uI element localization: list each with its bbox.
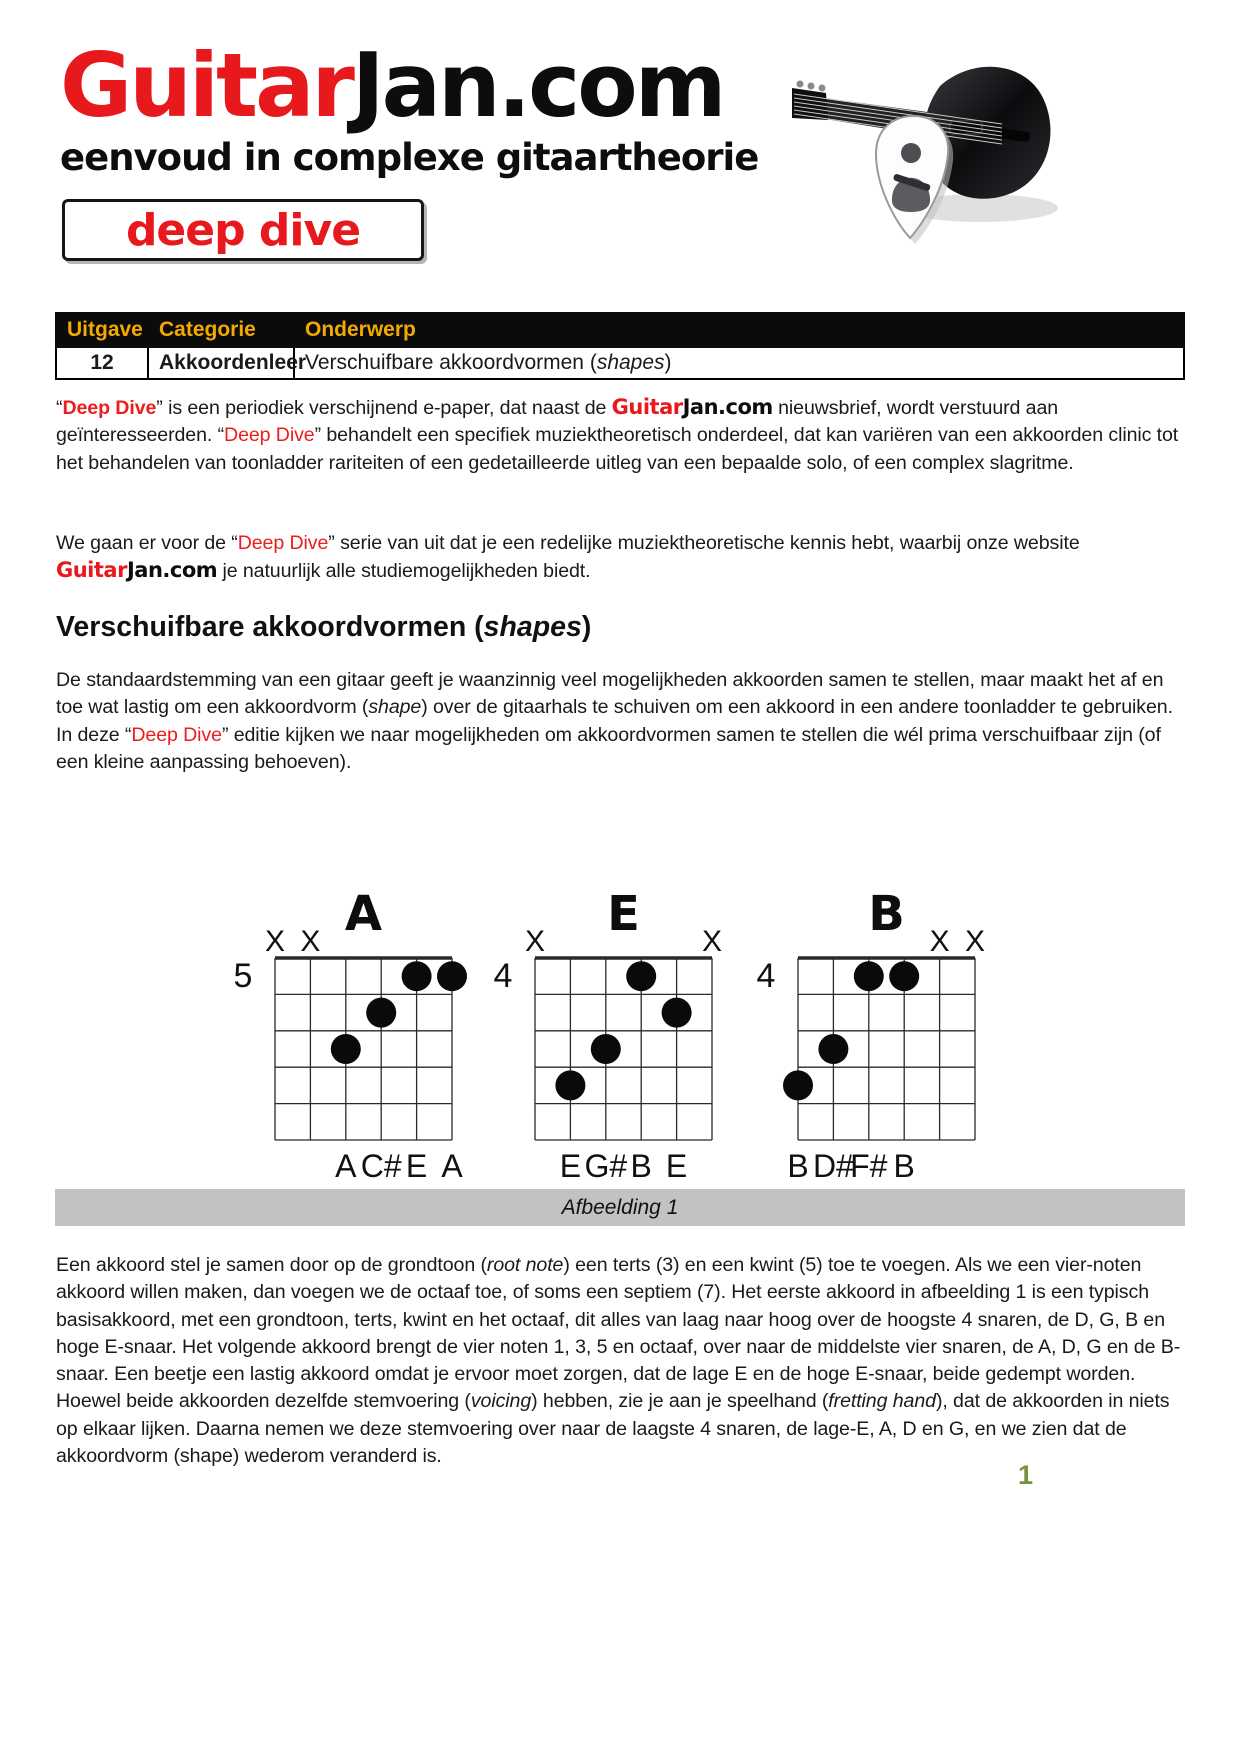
svg-text:C#: C# — [360, 1148, 402, 1184]
svg-text:G#: G# — [584, 1148, 628, 1184]
onderwerp-italic: shapes — [596, 351, 665, 374]
logo-part-guitar: Guitar — [60, 34, 352, 137]
figure-caption-text: Afbeelding 1 — [561, 1195, 679, 1219]
text-run: nieuwsbrief, wordt verstuurd aan geïnteresseerden. “ — [56, 397, 1059, 447]
deep-dive-highlight: Deep Dive — [237, 532, 329, 554]
svg-text:A: A — [344, 886, 383, 942]
svg-text:D#: D# — [812, 1148, 854, 1184]
svg-text:X: X — [264, 925, 286, 958]
heading-text: Verschuifbare akkoordvormen ( — [56, 611, 484, 643]
svg-text:X: X — [964, 925, 986, 958]
chord-diagram-e — [475, 878, 735, 1190]
svg-text:A: A — [335, 1148, 357, 1184]
svg-text:B: B — [787, 1148, 809, 1184]
svg-text:E: E — [405, 1148, 428, 1184]
text-run: De standaardstemming van een gitaar geeft je waanzinnig veel mogelijkheden akkoorden samen te stellen, maar maakt het af en toe wat lastig om een akkoordvorm ( — [56, 669, 1164, 719]
section-heading — [56, 610, 591, 644]
logo-part-guitar: Guitar — [56, 558, 127, 583]
guitarjan-inline-logo — [56, 558, 217, 582]
tagline: eenvoud in complexe gitaartheorie — [60, 136, 759, 179]
text-run: ” editie kijken we naar mogelijkheden om akkoordvormen samen te stellen die wél prima verschuifbaar zijn (of een kleine aanpassing behoeven). — [56, 723, 1161, 773]
text-run: We gaan er voor de “ — [56, 532, 238, 554]
body-paragraph — [56, 1252, 1189, 1470]
text-run: je natuurlijk alle studiemogelijkheden biedt. — [217, 560, 591, 583]
svg-text:4: 4 — [493, 957, 513, 996]
figure-caption — [55, 1189, 1185, 1226]
intro-paragraph-1 — [56, 394, 1189, 477]
logo-part-jancom: Jan.com — [682, 395, 773, 419]
italic-term: root note — [486, 1254, 564, 1276]
svg-text:E: E — [665, 1148, 688, 1184]
italic-term: fretting hand — [828, 1390, 936, 1413]
text-run: ” behandelt een specifiek muziektheoretisch onderdeel, dat kan variëren van een akkoorden clinic tot het behandelen van toonladder rariteiten of een gedetailleerde uitleg van een bepaalde solo, of een complex slagritme. — [56, 424, 1179, 474]
deep-dive-highlight: Deep Dive — [131, 723, 222, 746]
site-logo — [60, 34, 758, 137]
italic-term: voicing — [470, 1390, 532, 1413]
svg-text:B: B — [630, 1148, 652, 1184]
column-header-onderwerp: Onderwerp — [294, 313, 1184, 347]
column-header-uitgave: Uitgave — [56, 313, 148, 347]
section-paragraph — [56, 667, 1189, 776]
heading-italic: shapes — [483, 611, 582, 643]
deep-dive-highlight: Deep Dive — [224, 424, 315, 447]
svg-text:X: X — [701, 925, 723, 958]
logo-part-guitar: Guitar — [611, 395, 683, 419]
guitar-hero-image — [790, 28, 1060, 278]
column-header-categorie: Categorie — [148, 313, 294, 347]
text-run: Een akkoord stel je samen door op de grondtoon ( — [56, 1254, 487, 1276]
intro-paragraph-2 — [56, 530, 1189, 586]
page-number: 1 — [1018, 1460, 1034, 1490]
text-run: ” serie van uit dat je een redelijke muziektheoretische kennis hebt, waarbij onze website — [328, 532, 1080, 554]
guitarjan-inline-logo — [612, 395, 773, 419]
onderwerp-text: Verschuifbare akkoordvormen ( — [305, 351, 597, 374]
deep-dive-badge-label: deep dive — [125, 204, 361, 256]
svg-text:E: E — [559, 1148, 582, 1184]
onderwerp-text-end: ) — [664, 351, 672, 374]
cell-uitgave: 12 — [56, 347, 148, 379]
text-run: “ — [56, 397, 63, 419]
svg-text:4: 4 — [756, 957, 776, 996]
chord-diagram-b — [738, 878, 998, 1190]
text-run: ” is een periodiek verschijnend e-paper, dat naast de — [156, 397, 612, 419]
text-run: ) over de gitaarhals te schuiven om een akkoord in een andere toonladder te gebruiken. In deze “ — [56, 696, 1173, 746]
svg-text:B: B — [893, 1148, 915, 1184]
cell-categorie: Akkoordenleer — [148, 347, 294, 379]
italic-term: shape — [368, 696, 422, 719]
logo-part-jancom: Jan.com — [351, 34, 724, 137]
deep-dive-highlight: Deep Dive — [62, 397, 157, 419]
table-header-row — [56, 313, 1184, 347]
svg-text:F#: F# — [850, 1148, 888, 1184]
heading-text-end: ) — [581, 611, 592, 643]
svg-text:X: X — [524, 925, 546, 958]
text-run: ) een terts (3) en een kwint (5) toe te voegen. Als we een vier-noten akkoord willen maken, dan voegen we de octaaf toe, of soms een septiem (7). Het eerste akkoord in afbeelding 1 is een typisch basisakkoord, met een grondtoon, terts, kwint en het octaaf, dit alles van laag naar hoog over de hoogste 4 snaren, de D, G, B en hoge E-snaar. Het volgende akkoord brengt de vier noten 1, 3, 5 en octaaf, over naar de middelste vier snaren, de A, D, G en de B-snaar. Een beetje een lastig akkoord omdat je ervoor moet zorgen, dat de lage E en de hoge E-snaar, beide gedempt worden. Hoewel beide akkoorden dezelfde stemvoering ( — [56, 1254, 1181, 1413]
svg-text:E: E — [607, 886, 640, 942]
svg-text:X: X — [300, 925, 321, 958]
table-row — [56, 347, 1184, 379]
deep-dive-badge — [62, 199, 424, 261]
cell-onderwerp — [294, 347, 1184, 379]
svg-text:5: 5 — [233, 957, 253, 996]
figure-chord-diagrams — [0, 878, 1240, 1190]
text-run: ), dat de akkoorden in niets op elkaar lijken. Daarna nemen we deze stemvoering over naar de laagste 4 snaren, de lage-E, A, D en G, en we zien dat de akkoordvorm (shape) wederom veranderd is. — [56, 1390, 1170, 1468]
logo-part-jancom: Jan.com — [126, 558, 218, 583]
svg-text:B: B — [868, 886, 905, 942]
chord-diagram-a — [215, 878, 475, 1190]
svg-text:X: X — [929, 925, 950, 958]
issue-info-table — [55, 312, 1185, 380]
svg-text:A: A — [441, 1148, 463, 1184]
text-run: ) hebben, zie je aan je speelhand ( — [531, 1390, 829, 1413]
masthead — [60, 34, 759, 179]
